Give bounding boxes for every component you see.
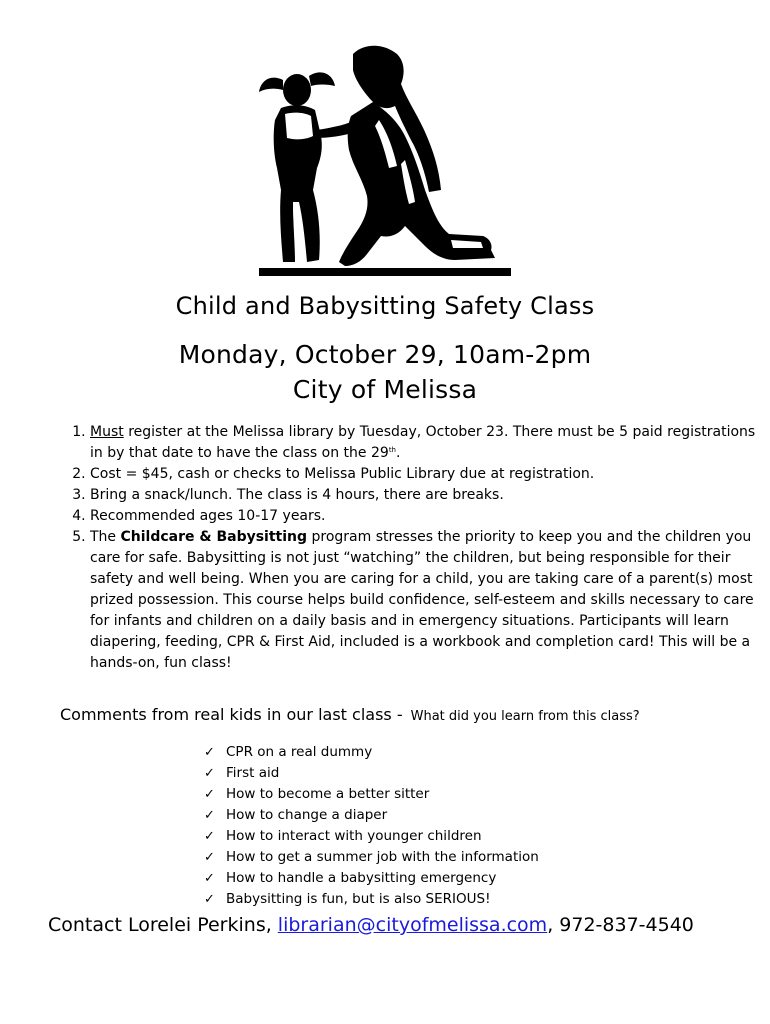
comments-question: What did you learn from this class? xyxy=(410,709,640,724)
comments-list xyxy=(204,742,539,910)
checkmark-icon: ✓ xyxy=(204,808,215,823)
class-date-time: Monday, October 29, 10am-2pm xyxy=(178,340,592,369)
checkmark-icon: ✓ xyxy=(204,892,215,907)
program-name: Childcare & Babysitting xyxy=(120,529,308,545)
page-title: Child and Babysitting Safety Class xyxy=(175,292,595,320)
checkmark-icon: ✓ xyxy=(204,766,215,781)
list-item: ✓ CPR on a real dummy xyxy=(204,742,539,763)
list-item: 2. Cost = $45, cash or checks to Melissa Public Library due at registration. xyxy=(90,464,770,485)
list-item: ✓ Babysitting is fun, but is also SERIOUS! xyxy=(204,889,539,910)
list-item: ✓ How to get a summer job with the information xyxy=(204,847,539,868)
list-item: 4. Recommended ages 10-17 years. xyxy=(90,506,770,527)
email-link[interactable]: librarian@cityofmelissa.com xyxy=(277,914,548,936)
list-item: 3. Bring a snack/lunch. The class is 4 hours, there are breaks. xyxy=(90,485,770,506)
list-item: ✓ How to become a better sitter xyxy=(204,784,539,805)
list-item: 1. Must register at the Melissa library by Tuesday, October 23. There must be 5 paid registrations in by that date to have the class on the 29th. xyxy=(90,422,770,464)
info-list xyxy=(56,422,770,674)
list-item: ✓ How to change a diaper xyxy=(204,805,539,826)
list-item: ✓ How to interact with younger children xyxy=(204,826,539,847)
must-emphasis: Must xyxy=(90,424,124,440)
class-location: City of Melissa xyxy=(292,375,478,404)
checkmark-icon: ✓ xyxy=(204,871,215,886)
contact-line: Contact Lorelei Perkins, librarian@cityofmelissa.com, 972-837-4540 xyxy=(48,914,694,936)
woman-and-child-illustration xyxy=(255,40,515,280)
checkmark-icon: ✓ xyxy=(204,787,215,802)
checkmark-icon: ✓ xyxy=(204,745,215,760)
comments-heading: Comments from real kids in our last class - What did you learn from this class? xyxy=(60,705,640,724)
list-item: ✓ How to handle a babysitting emergency xyxy=(204,868,539,889)
checkmark-icon: ✓ xyxy=(204,829,215,844)
checkmark-icon: ✓ xyxy=(204,850,215,865)
list-item: ✓ First aid xyxy=(204,763,539,784)
list-item: 5. The Childcare & Babysitting program stresses the priority to keep you and the children you care for safe. Babysitting is not just “watching” the children, but being responsible for their safety and well being. When you are caring for a child, you are taking care of a parent(s) most prized possession. This course helps build confidence, self-esteem and skills necessary to care for infants and children on a daily basis and in emergency situations. Participants will learn diapering, feeding, CPR & First Aid, included is a workbook and completion card! This will be a hands-on, fun class! xyxy=(90,527,770,674)
